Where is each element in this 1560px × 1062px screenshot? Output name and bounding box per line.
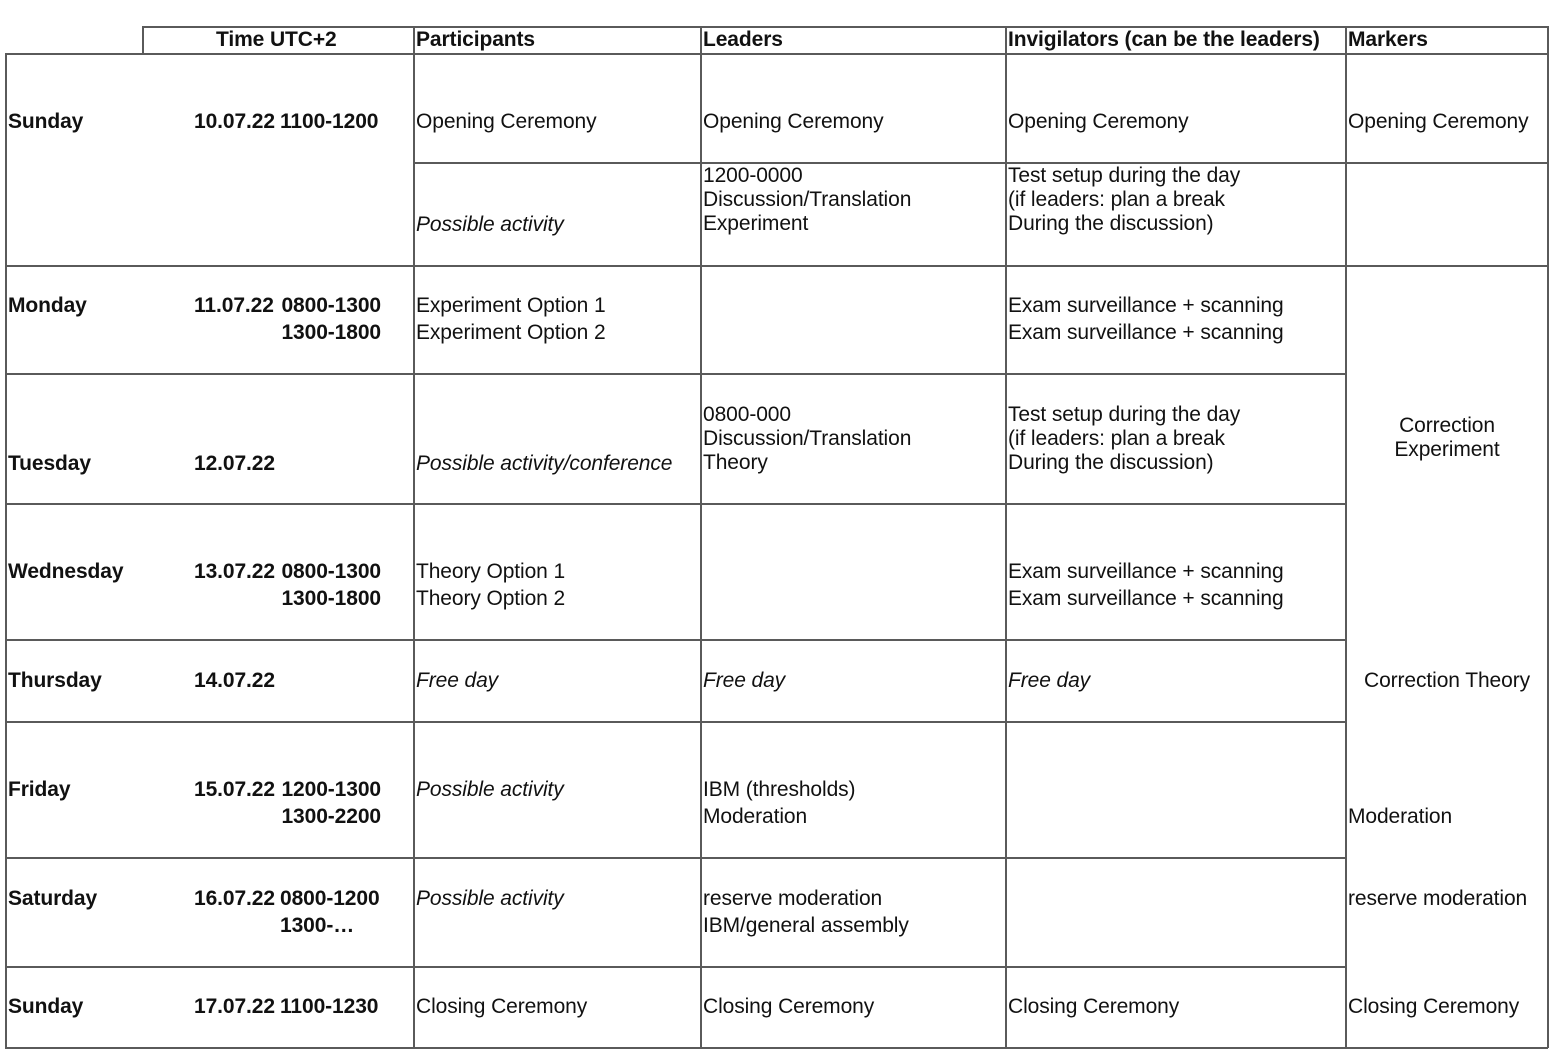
leaders-cell: Opening Ceremony [703,110,884,133]
date-label: 17.07.22 [194,995,275,1018]
participants-cell: Experiment Option 1 Experiment Option 2 [416,294,606,344]
header-time: Time UTC+2 [216,28,337,51]
date-label: 11.07.22 [194,294,274,317]
grid-line [5,53,7,1048]
invigilators-cell: Free day [1008,669,1091,692]
grid-line [142,26,144,54]
date-label: 10.07.22 [194,110,275,133]
leaders-cell: Free day [703,669,786,692]
date-label: 12.07.22 [194,452,275,475]
grid-line [142,26,1548,28]
invigilators-cell: Exam surveillance + scanning Exam surveillance + scanning [1008,294,1284,344]
date-label: 13.07.22 [194,560,275,583]
grid-line [413,162,1548,164]
markers-correction-experiment: Correction Experiment [1394,414,1500,461]
participants-cell: Possible activity [416,778,564,801]
leaders-cell: 1200-0000 Discussion/Translation Experiment [703,164,912,235]
day-label: Monday [8,294,87,317]
time-range: 1200-1300 1300-2200 [281,778,381,828]
header-participants: Participants [416,28,536,51]
grid-line [1345,26,1347,1048]
time-range: 0800-1300 1300-1800 [281,294,381,344]
grid-line [5,966,1346,968]
date-label: 15.07.22 [194,778,275,801]
day-label: Wednesday [8,560,124,583]
grid-line [5,53,1548,55]
time-range: 1100-1200 [280,110,379,133]
leaders-cell: IBM (thresholds) Moderation [703,778,856,828]
participants-cell: Possible activity [416,213,564,236]
markers-cell: Opening Ceremony [1348,110,1529,133]
leaders-cell: reserve moderation IBM/general assembly [703,887,909,937]
markers-reserve-moderation: reserve moderation [1348,887,1528,910]
time-range: 0800-1200 1300-… [280,887,380,937]
leaders-cell: 0800-000 Discussion/Translation Theory [703,403,912,474]
participants-cell: Theory Option 1 Theory Option 2 [416,560,566,610]
grid-line [5,373,1346,375]
participants-cell: Possible activity [416,887,564,910]
grid-line [5,857,1346,859]
invigilators-cell: Closing Ceremony [1008,995,1180,1018]
markers-cell: Closing Ceremony [1348,995,1520,1018]
grid-line [5,1047,1548,1049]
date-label: 14.07.22 [194,669,275,692]
grid-line [700,26,702,1048]
leaders-cell: Closing Ceremony [703,995,875,1018]
header-leaders: Leaders [703,28,783,51]
day-label: Sunday [8,110,84,133]
date-label: 16.07.22 [194,887,275,910]
header-markers: Markers [1348,28,1428,51]
invigilators-cell: Exam surveillance + scanning Exam surveillance + scanning [1008,560,1284,610]
invigilators-cell: Test setup during the day (if leaders: plan a break During the discussion) [1008,403,1241,474]
grid-line [1547,26,1549,1048]
invigilators-cell: Test setup during the day (if leaders: plan a break During the discussion) [1008,164,1241,235]
header-invigilators: Invigilators (can be the leaders) [1008,28,1320,51]
grid-line [5,265,1548,267]
participants-cell: Closing Ceremony [416,995,588,1018]
day-label: Tuesday [8,452,91,475]
day-label: Sunday [8,995,84,1018]
grid-line [5,639,1346,641]
markers-moderation: Moderation [1348,805,1453,828]
day-label: Thursday [8,669,102,692]
markers-correction-theory: Correction Theory [1364,669,1530,692]
participants-cell: Free day [416,669,499,692]
day-label: Friday [8,778,71,801]
day-label: Saturday [8,887,98,910]
participants-cell: Opening Ceremony [416,110,597,133]
participants-cell: Possible activity/conference [416,452,673,475]
time-range: 1100-1230 [280,995,379,1018]
grid-line [413,26,415,1048]
grid-line [5,503,1346,505]
invigilators-cell: Opening Ceremony [1008,110,1189,133]
grid-line [5,721,1346,723]
time-range: 0800-1300 1300-1800 [281,560,381,610]
grid-line [1005,26,1007,1048]
